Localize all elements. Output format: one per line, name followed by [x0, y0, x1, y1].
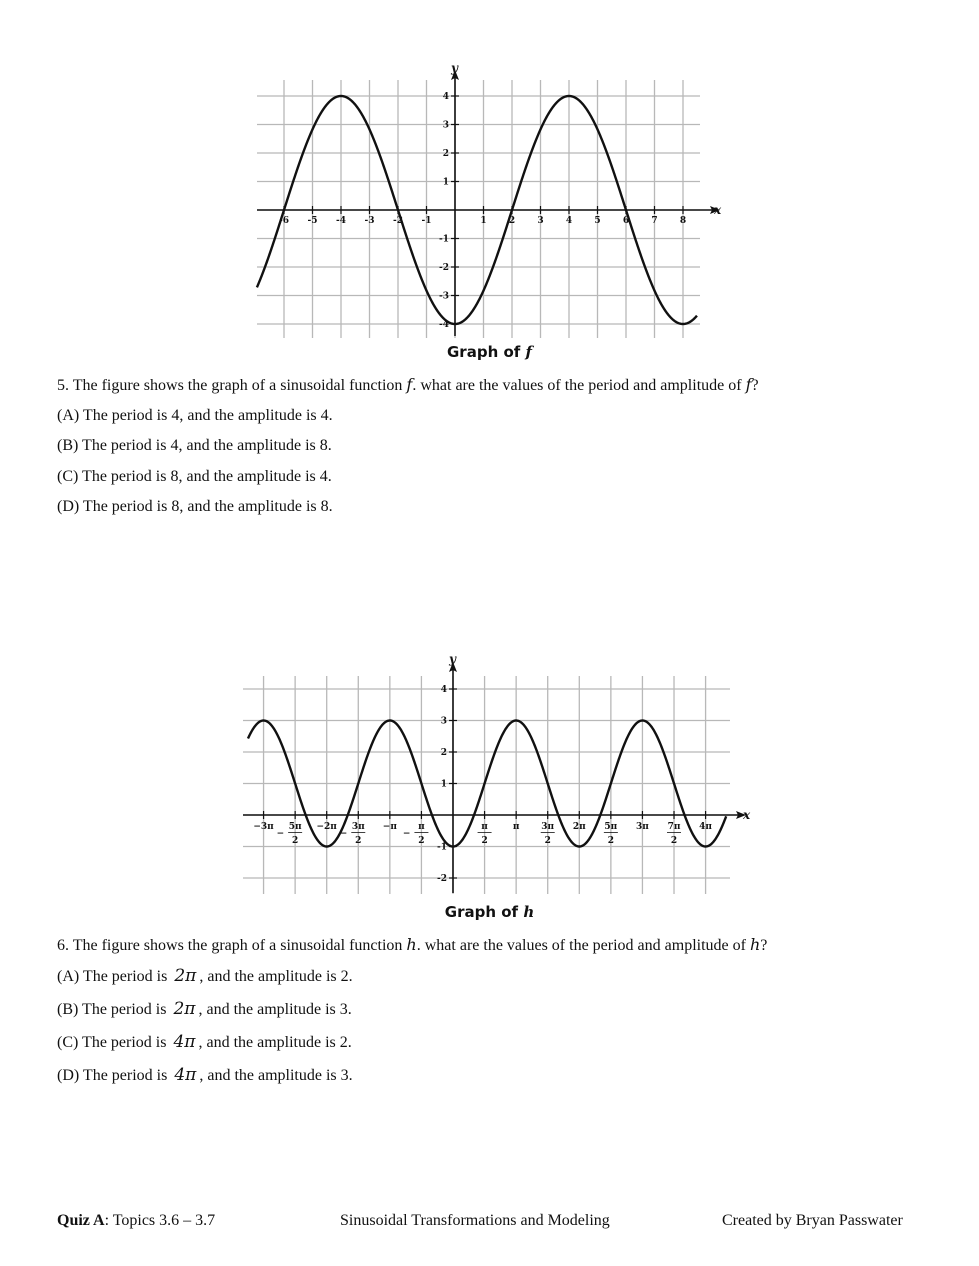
x-tick-label: -2: [393, 216, 403, 226]
question-6-choice-c[interactable]: [57, 1032, 352, 1052]
x-tick-label: 2: [508, 216, 516, 226]
x-tick-label: π: [512, 822, 520, 832]
x-tick-label-numerator: 3π: [541, 822, 555, 832]
footer-topics: : Topics 3.6 – 3.7: [104, 1212, 216, 1229]
x-tick-label: 8: [679, 216, 687, 226]
y-tick-label: 3: [440, 716, 447, 727]
x-tick-label: -1: [421, 216, 432, 226]
question-6-choice-d-period: 4π: [174, 1065, 197, 1085]
question-6-end: ?: [760, 937, 768, 954]
y-tick-label: 4: [440, 685, 447, 695]
y-tick-label: 2: [440, 748, 447, 758]
question-6-choice-b[interactable]: [57, 999, 352, 1019]
y-tick-label: 3: [442, 120, 449, 131]
question-6-choice-b-prefix: (B) The period is: [57, 1001, 167, 1018]
x-tick-label: [277, 822, 303, 846]
graph-h-caption-var: h: [523, 903, 535, 921]
question-6-choice-c-suffix: , and the amplitude is 2.: [198, 1034, 352, 1051]
x-tick-label: 7: [651, 216, 658, 226]
x-tick-label: −2π: [316, 822, 337, 832]
question-5-choice-d[interactable]: (D) The period is 8, and the amplitude is 8.: [57, 498, 333, 515]
question-6-choice-a-prefix: (A) The period is: [57, 968, 168, 985]
y-tick-label: -1: [439, 234, 449, 245]
x-tick-label: -4: [336, 216, 346, 226]
x-tick-label-sign: −: [339, 829, 348, 839]
graph-h-caption: [0, 903, 979, 921]
question-5-number: 5.: [57, 377, 69, 394]
x-tick-label-numerator: 5π: [288, 822, 302, 832]
question-6-func: h: [406, 935, 417, 954]
question-6-choice-a[interactable]: [57, 966, 353, 986]
x-tick-label: 4: [565, 216, 573, 226]
y-tick-label: -1: [437, 842, 447, 853]
question-5-choice-a[interactable]: (A) The period is 4, and the amplitude is 4.: [57, 407, 333, 424]
question-6-choice-a-suffix: , and the amplitude is 2.: [199, 968, 353, 985]
x-tick-label: 4π: [699, 822, 713, 832]
question-5-stem: [57, 375, 759, 395]
x-tick-label-denominator: 2: [544, 836, 551, 846]
x-tick-label-numerator: π: [481, 822, 488, 832]
question-6-choice-b-period: 2π: [173, 999, 196, 1019]
x-tick-label: -5: [307, 216, 318, 226]
graph-f-caption: [0, 343, 979, 361]
y-tick-label: 2: [442, 149, 449, 159]
question-6-choice-c-prefix: (C) The period is: [57, 1034, 167, 1051]
x-tick-label: 3π: [636, 822, 649, 832]
x-tick-label-sign: −: [276, 829, 285, 839]
question-5-text-a: The figure shows the graph of a sinusoidal function: [72, 377, 403, 394]
x-tick-label-numerator: π: [418, 822, 425, 832]
question-5-choice-c[interactable]: (C) The period is 8, and the amplitude is 4.: [57, 468, 332, 485]
footer-author: Created by Bryan Passwater: [722, 1212, 903, 1229]
footer-quiz-label: [57, 1212, 215, 1230]
footer-quiz-name: Quiz A: [57, 1212, 105, 1229]
x-tick-label: −π: [382, 822, 397, 832]
x-tick-label: 3: [537, 216, 544, 226]
question-6-choice-c-period: 4π: [173, 1032, 196, 1052]
x-axis-label: x: [714, 203, 722, 217]
question-5-choice-b[interactable]: (B) The period is 4, and the amplitude is 8.: [57, 437, 332, 454]
y-tick-label: -2: [439, 263, 449, 273]
x-tick-label-denominator: 2: [670, 836, 678, 846]
x-tick-label: 1: [480, 216, 487, 226]
y-tick-label: 1: [442, 177, 449, 188]
x-axis-label: x: [743, 808, 751, 822]
x-tick-label-denominator: 2: [418, 836, 425, 846]
x-tick-label-denominator: 2: [481, 836, 488, 846]
question-6-choice-a-period: 2π: [174, 966, 197, 986]
x-tick-label-numerator: 3π: [351, 822, 365, 832]
graph-f-chart: [250, 58, 730, 343]
x-tick-label-numerator: 7π: [667, 822, 681, 832]
question-6-func2: h: [749, 935, 761, 954]
x-tick-label: -3: [364, 216, 375, 226]
x-tick-label: 5: [594, 216, 601, 226]
y-tick-label: -3: [439, 291, 449, 302]
x-tick-label-denominator: 2: [355, 836, 362, 846]
x-tick-label: 2π: [572, 822, 586, 832]
x-tick-label-denominator: 2: [292, 836, 299, 846]
x-tick-label: −3π: [253, 822, 274, 832]
y-axis-label: y: [451, 61, 458, 75]
graph-h-caption-prefix: Graph of: [444, 903, 519, 921]
y-tick-label: 1: [440, 779, 447, 790]
x-tick-label-denominator: 2: [607, 836, 614, 846]
question-6-choice-d-prefix: (D) The period is: [57, 1067, 168, 1084]
footer-title: Sinusoidal Transformations and Modeling: [340, 1212, 610, 1229]
question-6-choice-d[interactable]: [57, 1065, 353, 1085]
y-tick-label: 4: [442, 92, 449, 102]
question-5-func: f: [406, 375, 413, 394]
question-6-text-a: The figure shows the graph of a sinusoidal function: [72, 937, 403, 954]
x-tick-label: -6: [279, 216, 289, 226]
question-5-func2: f: [745, 375, 752, 394]
x-tick-label-numerator: 5π: [604, 822, 618, 832]
y-tick-label: -2: [437, 874, 447, 884]
question-6-stem: [57, 935, 767, 955]
question-5-text-b: . what are the values of the period and amplitude of: [412, 377, 742, 394]
x-tick-label: [403, 822, 429, 846]
graph-f-caption-prefix: Graph of: [447, 343, 521, 361]
question-6-choice-d-suffix: , and the amplitude is 3.: [199, 1067, 353, 1084]
x-tick-label-sign: −: [402, 829, 411, 839]
y-tick-label: -4: [439, 320, 449, 330]
question-6-text-b: . what are the values of the period and amplitude of: [416, 937, 746, 954]
question-5-end: ?: [751, 377, 759, 394]
graph-f-caption-var: f: [525, 343, 532, 361]
x-tick-label: 6: [622, 216, 630, 226]
graph-h-chart: [238, 648, 758, 898]
y-axis-label: y: [449, 652, 456, 666]
question-6-number: 6.: [57, 937, 69, 954]
question-6-choice-b-suffix: , and the amplitude is 3.: [198, 1001, 352, 1018]
